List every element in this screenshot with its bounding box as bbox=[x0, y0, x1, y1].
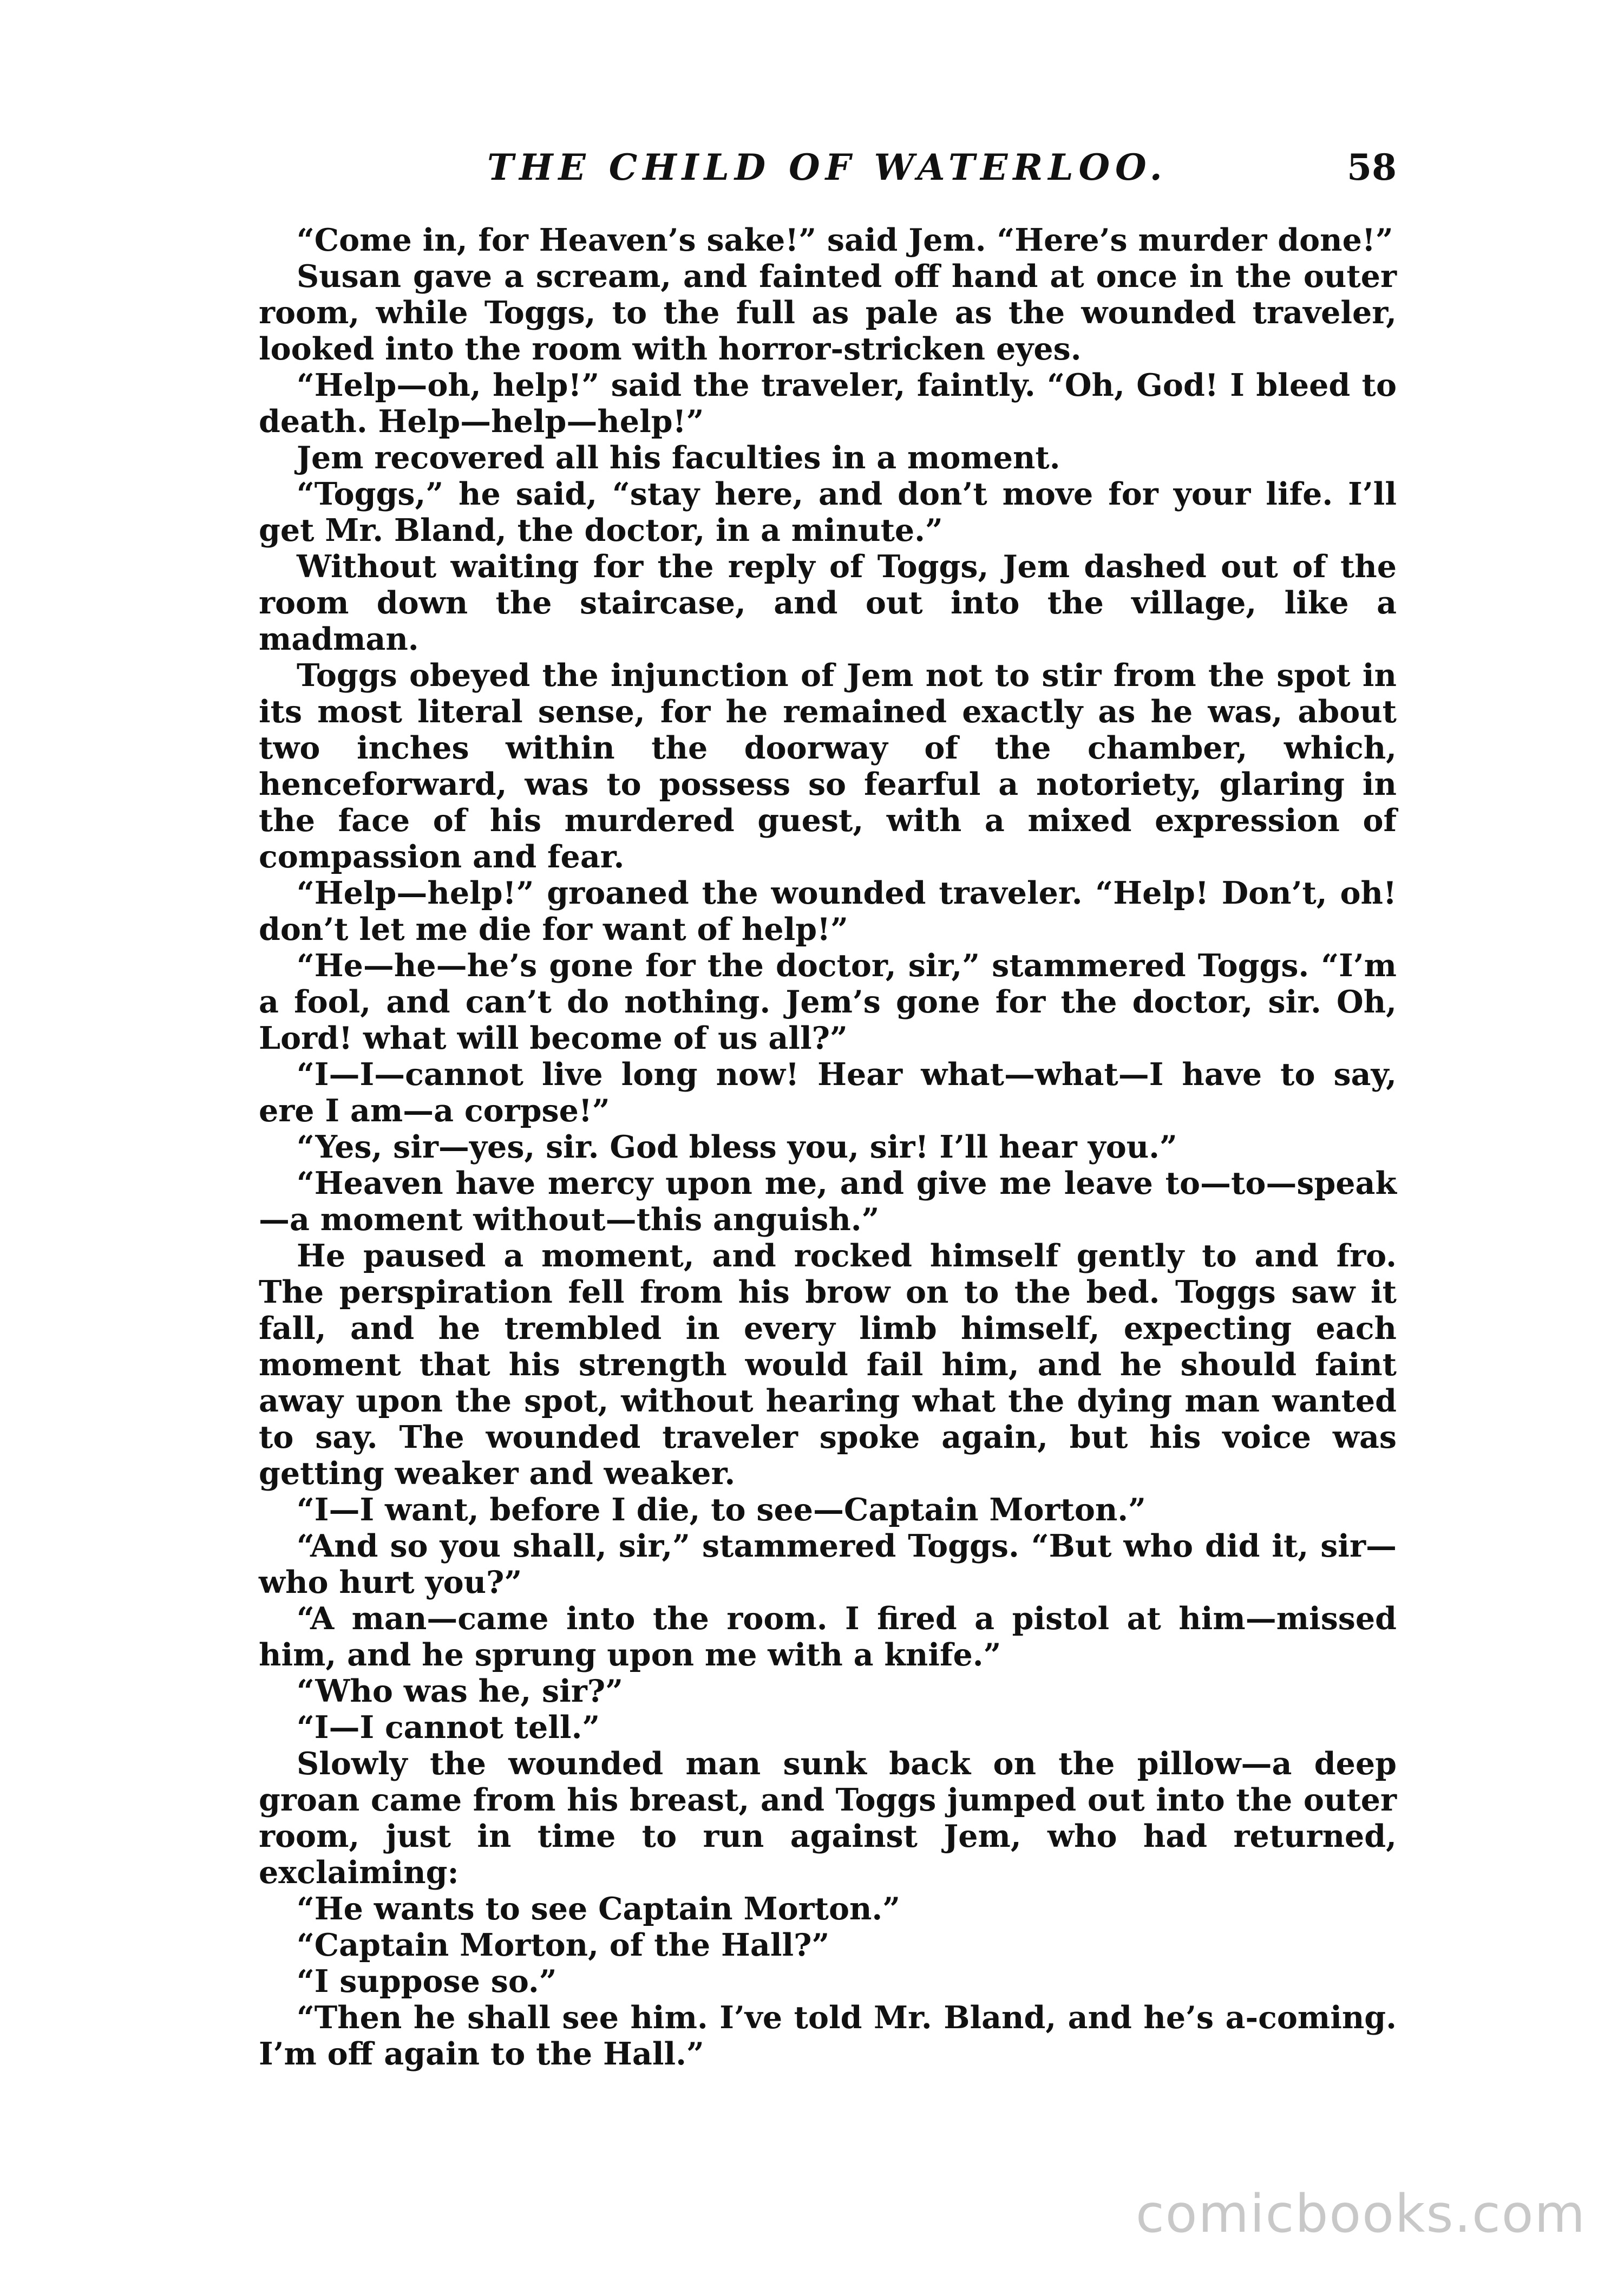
paragraph: Without waiting for the reply of Toggs, Jem dashed out of the room down the staircase, and out into the village, like a madman. bbox=[259, 548, 1397, 657]
paragraph: “I—I cannot tell.” bbox=[297, 1709, 600, 1746]
paragraph: “I—I—cannot live long now! Hear what—what—I have to say, ere I am—a corpse!” bbox=[259, 1056, 1397, 1129]
paragraph: “He—he—he’s gone for the doctor, sir,” stammered Toggs. “I’m a fool, and can’t do nothing. Jem’s gone for the doctor, sir. Oh, Lord! what will become of us all?” bbox=[259, 948, 1397, 1056]
paragraph: “Then he shall see him. I’ve told Mr. Bland, and he’s a-coming. I’m off again to the Hall.” bbox=[259, 1999, 1397, 2072]
page-number: 58 bbox=[1347, 146, 1397, 188]
paragraph: Susan gave a scream, and fainted off hand at once in the outer room, while Toggs, to the full as pale as the wounded traveler, looked into the room with horror-stricken eyes. bbox=[259, 258, 1397, 367]
paragraph: “A man—came into the room. I fired a pistol at him—missed him, and he sprung upon me with a knife.” bbox=[259, 1600, 1397, 1673]
paragraph: “Come in, for Heaven’s sake!” said Jem. “Here’s murder done!” bbox=[297, 222, 1393, 258]
paragraph: “Who was he, sir?” bbox=[297, 1673, 623, 1709]
running-head bbox=[260, 146, 1397, 200]
paragraph: “Heaven have mercy upon me, and give me leave to—to—speak—a moment without—this anguish.” bbox=[259, 1165, 1397, 1238]
paragraph: “Help—oh, help!” said the traveler, faintly. “Oh, God! I bleed to death. Help—help—help!” bbox=[259, 367, 1397, 440]
paragraph: “Captain Morton, of the Hall?” bbox=[297, 1927, 830, 1963]
watermark: comicbooks.com bbox=[1135, 2184, 1586, 2244]
running-title: THE CHILD OF WATERLOO. bbox=[487, 146, 1168, 188]
paragraph: He paused a moment, and rocked himself gently to and fro. The perspiration fell from his brow on to the bed. Toggs saw it fall, and he trembled in every limb himself, expecting each moment that his strength would fail him, and he should faint away upon the spot, without hearing what the dying man wanted to say. The wounded traveler spoke again, but his voice was getting weaker and weaker. bbox=[259, 1238, 1397, 1492]
paragraph: “I—I want, before I die, to see—Captain Morton.” bbox=[297, 1492, 1146, 1528]
paragraph: Toggs obeyed the injunction of Jem not to stir from the spot in its most literal sense, for he remained exactly as he was, about two inches within the doorway of the chamber, which, henceforward, was to possess so fearful a notoriety, glaring in the face of his murdered guest, with a mixed expression of compassion and fear. bbox=[259, 657, 1397, 875]
body-text bbox=[259, 222, 1397, 2072]
paragraph: “Help—help!” groaned the wounded traveler. “Help! Don’t, oh! don’t let me die for want of help!” bbox=[259, 875, 1397, 948]
paragraph: “He wants to see Captain Morton.” bbox=[297, 1891, 901, 1927]
paragraph: “And so you shall, sir,” stammered Toggs. “But who did it, sir—who hurt you?” bbox=[259, 1528, 1397, 1600]
paragraph: “Toggs,” he said, “stay here, and don’t move for your life. I’ll get Mr. Bland, the doctor, in a minute.” bbox=[259, 476, 1397, 548]
paragraph: Jem recovered all his faculties in a moment. bbox=[297, 440, 1060, 476]
paragraph: Slowly the wounded man sunk back on the pillow—a deep groan came from his breast, and Toggs jumped out into the outer room, just in time to run against Jem, who had returned, exclaiming: bbox=[259, 1746, 1397, 1891]
paragraph: “Yes, sir—yes, sir. God bless you, sir! I’ll hear you.” bbox=[297, 1129, 1177, 1165]
paragraph: “I suppose so.” bbox=[297, 1963, 557, 1999]
